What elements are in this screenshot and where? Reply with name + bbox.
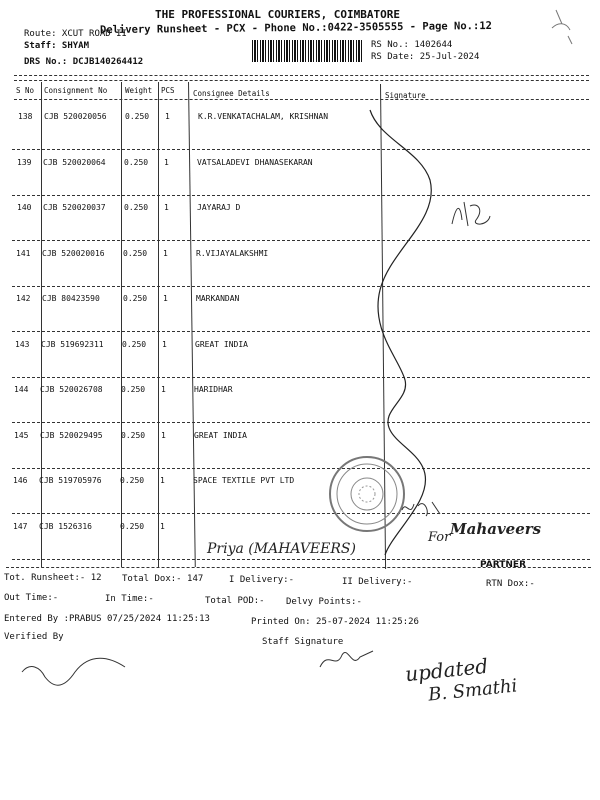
col-weight: Weight — [125, 86, 153, 95]
row-consignee: VATSALADEVI DHANASEKARAN — [197, 157, 313, 167]
tot-runsheet: Tot. Runsheet:- 12 — [4, 573, 102, 583]
partner-label: PARTNER — [480, 560, 527, 570]
row-weight: 0.250 — [122, 339, 147, 349]
row-weight: 0.250 — [120, 521, 145, 531]
row-pcs: 1 — [163, 248, 168, 258]
row-weight: 0.250 — [124, 203, 149, 212]
row-consignment-no: CJB 520020016 — [42, 248, 105, 258]
row-consignment-no: CJB 1526316 — [39, 521, 92, 531]
row-consignment-no: CJB 519692311 — [41, 339, 104, 349]
rtn-dox: RTN Dox:- — [486, 579, 535, 589]
row-consignment-no: CJB 520026708 — [40, 385, 103, 394]
col-signature: Signature — [385, 91, 426, 100]
row-divider — [12, 149, 590, 150]
printed-on: Printed On: 25-07-2024 11:25:26 — [251, 617, 419, 627]
staff-signature-scribble — [318, 645, 378, 675]
row-divider — [12, 286, 590, 287]
row-weight: 0.250 — [120, 476, 145, 485]
row-pcs: 1 — [164, 157, 169, 167]
row-consignee: SPACE TEXTILE PVT LTD — [193, 476, 295, 485]
verified-by: Verified By — [4, 632, 64, 642]
row-consignment-no: CJB 520020064 — [43, 157, 106, 167]
updated-by-note: updated — [403, 653, 490, 687]
row-weight: 0.250 — [121, 430, 146, 440]
col-pcs: PCS — [161, 86, 175, 95]
total-dox: Total Dox:- 147 — [122, 574, 204, 584]
total-pod: Total POD:- — [205, 596, 265, 606]
small-note-scribble — [400, 492, 450, 522]
header-row-divider — [14, 99, 589, 100]
entered-by: Entered By :PRABUS 07/25/2024 11:25:13 — [4, 614, 210, 624]
corner-mark — [548, 6, 578, 46]
col-line — [188, 82, 196, 567]
row-consignee: K.R.VENKATACHALAM, KRISHNAN — [198, 112, 329, 121]
row-consignee: GREAT INDIA — [195, 339, 248, 349]
col-consignee: Consignee Details — [193, 89, 270, 98]
row-pcs: 1 — [160, 476, 165, 485]
rs-date: RS Date: 25-Jul-2024 — [371, 52, 480, 62]
verifier-signature — [20, 642, 130, 692]
row-pcs: 1 — [165, 112, 170, 121]
drs-number: DRS No.: DCJB140264412 — [24, 57, 144, 67]
col-line — [121, 82, 122, 567]
col-line — [158, 82, 159, 567]
row-sno: 142 — [16, 294, 31, 303]
row-divider — [12, 331, 590, 332]
staff-signature-label: Staff Signature — [262, 637, 344, 647]
barcode — [252, 40, 364, 62]
row-weight: 0.250 — [125, 112, 150, 121]
stamp-company: Mahaveers — [450, 520, 542, 538]
row-divider — [12, 195, 590, 196]
header-divider-2 — [14, 80, 589, 81]
row-divider — [12, 468, 590, 469]
row-consignment-no: CJB 519705976 — [39, 476, 102, 485]
i-delivery: I Delivery:- — [229, 575, 295, 585]
initials-scribble — [448, 196, 494, 236]
row-divider — [12, 377, 590, 378]
company-name: THE PROFESSIONAL COURIERS, COIMBATORE — [155, 8, 401, 21]
row-pcs: 1 — [161, 430, 166, 440]
row-weight: 0.250 — [121, 385, 146, 394]
row-weight: 0.250 — [123, 248, 148, 258]
runsheet-subtitle: Delivery Runsheet - PCX - Phone No.:0422-3505555 - Page No.:12 — [99, 19, 492, 37]
row-consignee: MARKANDAN — [196, 294, 240, 303]
row-consignment-no: CJB 80423590 — [42, 294, 100, 303]
col-consignment: Consignment No — [44, 86, 108, 95]
rs-number: RS No.: 1402644 — [371, 40, 453, 50]
route-label: Route: XCUT ROAD II — [24, 29, 127, 39]
row-consignment-no: CJB 520020037 — [43, 203, 106, 212]
row-divider — [12, 422, 590, 423]
row-pcs: 1 — [161, 385, 166, 394]
row-sno: 146 — [13, 476, 28, 485]
row-sno: 141 — [16, 248, 31, 258]
receiver-name: Priya (MAHAVEERS) — [207, 541, 356, 557]
row-weight: 0.250 — [124, 157, 149, 167]
row-consignee: JAYARAJ D — [197, 203, 241, 212]
row-consignee: R.VIJAYALAKSHMI — [196, 248, 269, 258]
row-sno: 144 — [14, 385, 29, 394]
row-pcs: 1 — [162, 339, 167, 349]
row-sno: 140 — [17, 203, 32, 212]
in-time: In Time:- — [105, 594, 154, 604]
header-divider — [14, 75, 589, 76]
row-pcs: 1 — [160, 521, 165, 531]
row-weight: 0.250 — [123, 294, 148, 303]
staff-label: Staff: SHYAM — [24, 41, 90, 51]
row-consignment-no: CJB 520029495 — [40, 430, 103, 440]
row-sno: 138 — [18, 112, 33, 121]
row-sno: 139 — [17, 157, 32, 167]
row-sno: 143 — [15, 339, 30, 349]
row-divider — [12, 513, 590, 514]
row-consignee: HARIDHAR — [194, 385, 233, 394]
for-label: For — [428, 530, 451, 545]
col-sno: S No — [16, 86, 35, 95]
row-pcs: 1 — [163, 294, 168, 303]
row-divider — [12, 240, 590, 241]
row-pcs: 1 — [164, 203, 169, 212]
out-time: Out Time:- — [4, 593, 59, 603]
updated-by-name: B. Smathi — [427, 675, 519, 706]
row-consignment-no: CJB 520020056 — [44, 112, 107, 121]
col-line — [41, 82, 42, 567]
row-sno: 147 — [13, 521, 28, 531]
row-sno: 145 — [14, 430, 29, 440]
row-consignee: GREAT INDIA — [194, 430, 247, 440]
delivery-signature-scribble — [360, 100, 460, 560]
delvy-points: Delvy Points:- — [286, 597, 362, 607]
ii-delivery: II Delivery:- — [342, 577, 413, 587]
